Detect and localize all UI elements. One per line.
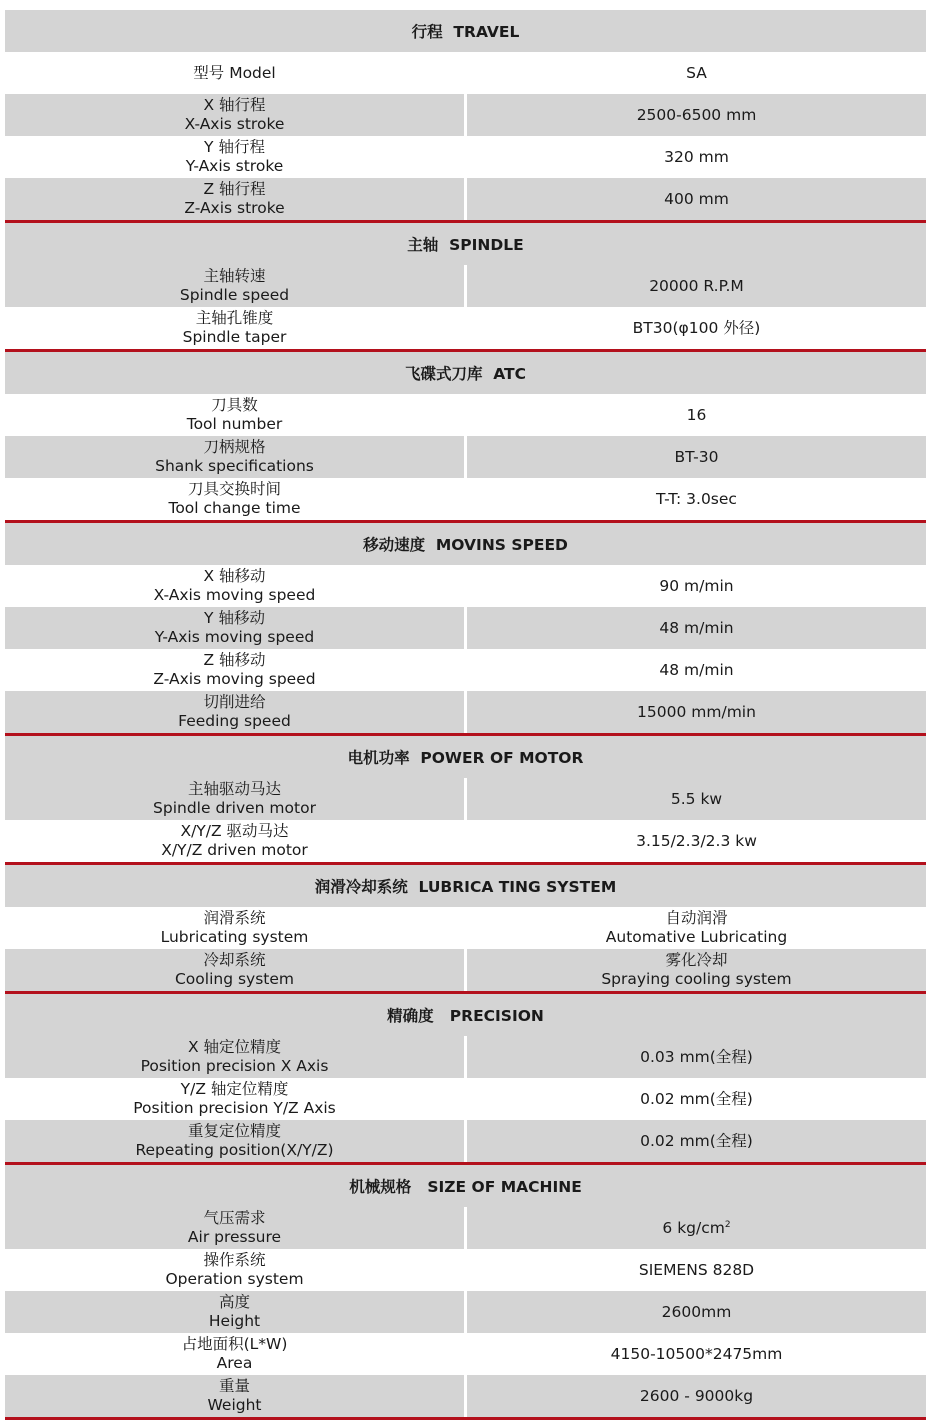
- spec-label: [5, 178, 467, 220]
- spec-value: [467, 1036, 926, 1078]
- spec-label-line: Operation system: [165, 1270, 304, 1288]
- spec-value: [467, 1120, 926, 1162]
- spec-value-line: 15000 mm/min: [637, 702, 756, 721]
- section-header: 精确度 PRECISION: [5, 994, 926, 1036]
- spec-label: [5, 436, 467, 478]
- spec-value-line: 自动润滑: [665, 909, 728, 927]
- spec-label-line: X/Y/Z driven motor: [161, 841, 308, 859]
- spec-label-line: 刀具数: [211, 396, 258, 414]
- spec-row: [5, 820, 926, 862]
- spec-label: [5, 607, 467, 649]
- spec-value: [467, 778, 926, 820]
- spec-value: [467, 949, 926, 991]
- spec-value-line: 320 mm: [664, 147, 729, 166]
- spec-value: [467, 178, 926, 220]
- spec-label: [5, 565, 467, 607]
- spec-value: [467, 94, 926, 136]
- spec-value: [467, 607, 926, 649]
- superscript-2: 2: [724, 1219, 731, 1230]
- spec-label-line: 操作系统: [203, 1251, 266, 1269]
- spec-label-line: Spindle taper: [182, 328, 287, 346]
- spec-value: [467, 1207, 926, 1249]
- section-header: 主轴 SPINDLE: [5, 223, 926, 265]
- spec-row: [5, 1036, 926, 1078]
- spec-label-line: Area: [216, 1354, 253, 1372]
- spec-value: [467, 1333, 926, 1375]
- spec-value-line: 20000 R.P.M: [649, 276, 744, 295]
- spec-label: [5, 52, 467, 94]
- section-header: 行程 TRAVEL: [5, 10, 926, 52]
- spec-value-line: 5.5 kw: [670, 789, 723, 808]
- spec-label-line: X-Axis stroke: [184, 115, 285, 133]
- spec-label-line: Z-Axis stroke: [184, 199, 285, 217]
- spec-value-line: BT-30: [674, 447, 719, 466]
- spec-row: [5, 478, 926, 520]
- spec-value: [467, 394, 926, 436]
- spec-row: [5, 265, 926, 307]
- spec-value: [467, 52, 926, 94]
- spec-label: [5, 394, 467, 436]
- spec-label-line: Spindle driven motor: [153, 799, 316, 817]
- spec-label-line: X 轴移动: [203, 567, 266, 585]
- spec-label: [5, 265, 467, 307]
- spec-value-line: 400 mm: [664, 189, 729, 208]
- spec-row: [5, 649, 926, 691]
- section-header: 移动速度 MOVINS SPEED: [5, 523, 926, 565]
- spec-label-line: Air pressure: [187, 1228, 282, 1246]
- spec-row: [5, 1249, 926, 1291]
- spec-row: [5, 394, 926, 436]
- spec-label-line: Z 轴移动: [203, 651, 266, 669]
- spec-label-line: X/Y/Z 驱动马达: [180, 822, 289, 840]
- spec-value-line: BT30(φ100 外径): [632, 318, 761, 337]
- spec-label: [5, 1249, 467, 1291]
- spec-label-line: Y-Axis moving speed: [154, 628, 315, 646]
- spec-value-line: SA: [686, 63, 707, 82]
- spec-row: [5, 778, 926, 820]
- spec-label-line: 气压需求: [203, 1209, 266, 1227]
- spec-label-line: Feeding speed: [178, 712, 291, 730]
- spec-row: [5, 907, 926, 949]
- spec-label: [5, 1207, 467, 1249]
- spec-label-line: Tool number: [186, 415, 283, 433]
- spec-label-line: 占地面积(L*W): [181, 1335, 288, 1353]
- spec-label-line: Repeating position(X/Y/Z): [135, 1141, 334, 1159]
- spec-label-line: Y-Axis stroke: [185, 157, 284, 175]
- spec-value: [467, 1249, 926, 1291]
- spec-label-line: Weight: [207, 1396, 262, 1414]
- spec-label-line: Cooling system: [174, 970, 295, 988]
- spec-value: [467, 436, 926, 478]
- spec-value-line: 4150-10500*2475mm: [610, 1344, 783, 1363]
- spec-row: [5, 1291, 926, 1333]
- spec-value: [467, 907, 926, 949]
- spec-label-line: 主轴转速: [203, 267, 266, 285]
- spec-label: [5, 778, 467, 820]
- spec-label: [5, 478, 467, 520]
- spec-label-line: 切削进给: [203, 693, 266, 711]
- spec-value: [467, 691, 926, 733]
- spec-label-line: 主轴孔锥度: [195, 309, 274, 327]
- spec-row: [5, 607, 926, 649]
- section-header: 电机功率 POWER OF MOTOR: [5, 736, 926, 778]
- spec-value: [467, 820, 926, 862]
- spec-label-line: Z 轴行程: [203, 180, 266, 198]
- spec-label: [5, 1078, 467, 1120]
- spec-label-line: Tool change time: [168, 499, 301, 517]
- spec-row: [5, 1375, 926, 1417]
- spec-label: [5, 907, 467, 949]
- spec-label-line: Y 轴行程: [204, 138, 265, 156]
- spec-label-line: X 轴定位精度: [187, 1038, 282, 1056]
- spec-label: [5, 136, 467, 178]
- spec-label-line: Shank specifications: [155, 457, 314, 475]
- spec-value-line: 0.02 mm(全程): [640, 1131, 753, 1150]
- spec-value: [467, 649, 926, 691]
- spec-label: [5, 94, 467, 136]
- spec-label-line: Position precision X Axis: [140, 1057, 329, 1075]
- section-header: 机械规格 SIZE OF MACHINE: [5, 1165, 926, 1207]
- spec-label-line: 型号 Model: [193, 63, 276, 82]
- section-header: 润滑冷却系统 LUBRICA TING SYSTEM: [5, 865, 926, 907]
- spec-label: [5, 691, 467, 733]
- spec-value: [467, 265, 926, 307]
- spec-value-line: SIEMENS 828D: [638, 1260, 755, 1279]
- spec-label-line: 主轴驱动马达: [187, 780, 281, 798]
- spec-row: [5, 136, 926, 178]
- spec-value: [467, 1078, 926, 1120]
- spec-value: [467, 1291, 926, 1333]
- spec-value-line: 2600mm: [661, 1302, 732, 1321]
- spec-label: [5, 1120, 467, 1162]
- spec-value-line: 0.03 mm(全程): [640, 1047, 753, 1066]
- spec-value-line: 2600 - 9000kg: [639, 1386, 754, 1405]
- spec-value-line: Automative Lubricating: [605, 928, 788, 946]
- spec-value: [467, 1375, 926, 1417]
- spec-value-line: T-T: 3.0sec: [656, 489, 737, 508]
- spec-label-line: 刀具交换时间: [187, 480, 281, 498]
- spec-label: [5, 1291, 467, 1333]
- spec-table: [5, 10, 926, 1420]
- spec-value-line: 雾化冷却: [665, 951, 728, 969]
- spec-value-line: 3.15/2.3/2.3 kw: [636, 831, 757, 850]
- spec-label: [5, 820, 467, 862]
- spec-label: [5, 1375, 467, 1417]
- section-header: 飞碟式刀库 ATC: [5, 352, 926, 394]
- spec-label-line: Position precision Y/Z Axis: [133, 1099, 336, 1117]
- spec-row: [5, 94, 926, 136]
- spec-row: [5, 949, 926, 991]
- spec-value: [467, 565, 926, 607]
- spec-value-line: 2500-6500 mm: [636, 105, 757, 124]
- spec-label-line: X 轴行程: [203, 96, 266, 114]
- spec-value-line: 48 m/min: [659, 618, 734, 637]
- spec-label: [5, 1036, 467, 1078]
- spec-value: [467, 136, 926, 178]
- spec-value-line: 16: [686, 405, 707, 424]
- spec-label-line: 重量: [218, 1377, 250, 1395]
- spec-label: [5, 307, 467, 349]
- spec-label-line: Height: [208, 1312, 261, 1330]
- spec-label-line: Z-Axis moving speed: [153, 670, 316, 688]
- spec-label-line: Y/Z 轴定位精度: [180, 1080, 289, 1098]
- spec-row: [5, 1207, 926, 1249]
- spec-label: [5, 649, 467, 691]
- spec-value: [467, 478, 926, 520]
- spec-value-line: 90 m/min: [659, 576, 734, 595]
- spec-row: [5, 1078, 926, 1120]
- spec-row: [5, 436, 926, 478]
- spec-value-line: Spraying cooling system: [601, 970, 792, 988]
- spec-row: [5, 178, 926, 220]
- spec-label: [5, 1333, 467, 1375]
- spec-label-line: 刀柄规格: [203, 438, 266, 456]
- spec-label-line: Lubricating system: [160, 928, 309, 946]
- spec-value-line: 0.02 mm(全程): [640, 1089, 753, 1108]
- spec-label-line: 冷却系统: [203, 951, 266, 969]
- spec-label-line: Y 轴移动: [204, 609, 265, 627]
- spec-value-line: 48 m/min: [659, 660, 734, 679]
- spec-label: [5, 949, 467, 991]
- spec-row: [5, 1333, 926, 1375]
- spec-row: [5, 307, 926, 349]
- spec-row: [5, 1120, 926, 1162]
- spec-row: [5, 52, 926, 94]
- spec-label-line: 重复定位精度: [187, 1122, 281, 1140]
- spec-label-line: Spindle speed: [179, 286, 290, 304]
- spec-label-line: X-Axis moving speed: [153, 586, 316, 604]
- spec-value-line: 6 $kg/cm^2$: [662, 1218, 731, 1237]
- spec-label-line: 润滑系统: [203, 909, 266, 927]
- spec-row: [5, 691, 926, 733]
- spec-label-line: 高度: [218, 1293, 250, 1311]
- spec-value: [467, 307, 926, 349]
- spec-row: [5, 565, 926, 607]
